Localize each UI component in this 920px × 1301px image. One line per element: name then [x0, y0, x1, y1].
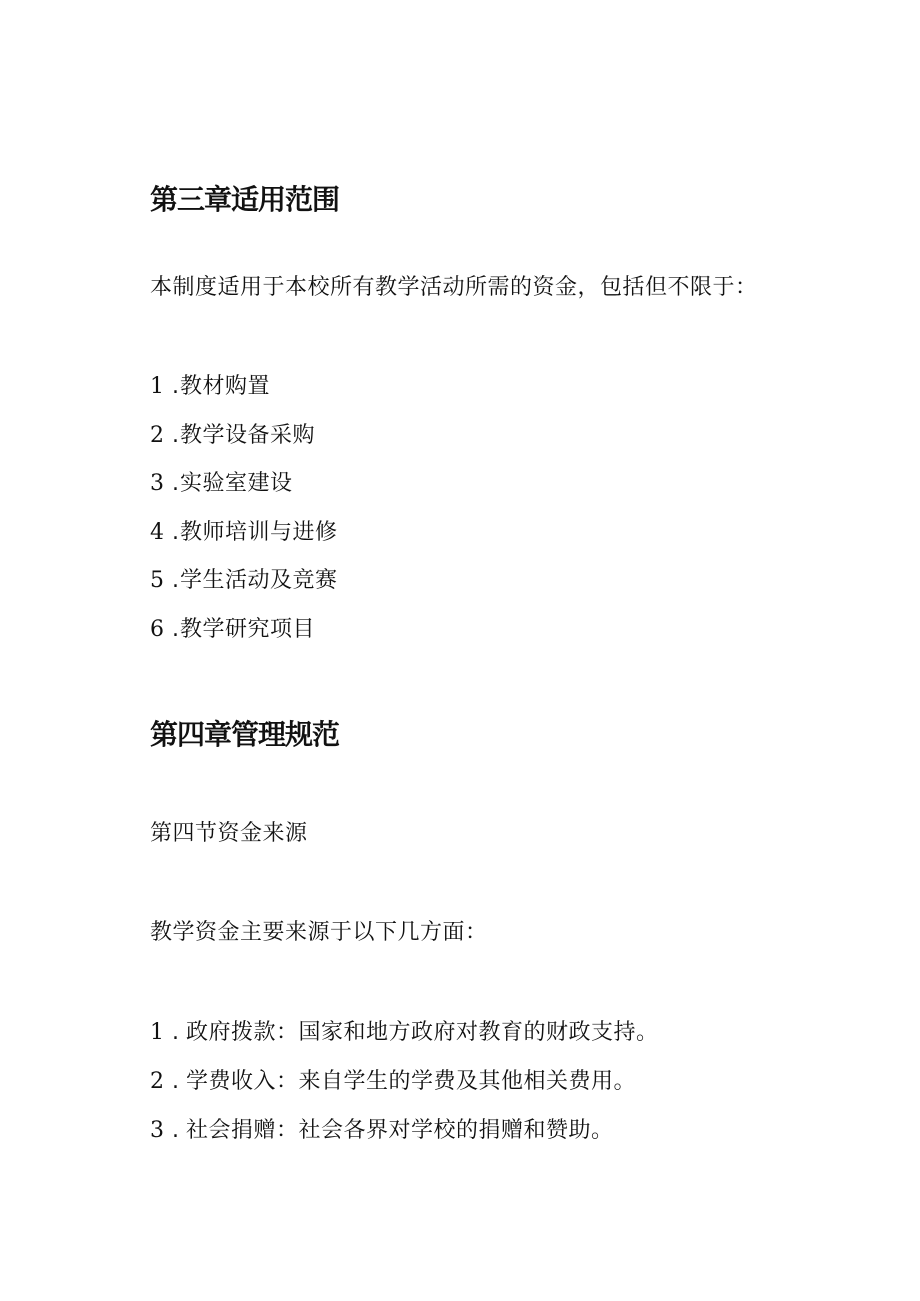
list-item-number: 3: [150, 1118, 164, 1143]
chapter4-section-title: 第四节资金来源: [150, 821, 308, 846]
list-item: 3 . 实验室建设: [150, 466, 293, 497]
list-item-text: 实验室建设: [180, 471, 293, 496]
list-item-text: 教学设备采购: [180, 423, 316, 448]
list-item-number: 2: [150, 1069, 164, 1094]
list-item: 2 . 教学设备采购: [150, 418, 315, 449]
list-item-number: 5: [150, 568, 164, 593]
list-item-number: 6: [150, 617, 164, 642]
list-item: 5 . 学生活动及竞赛: [150, 563, 338, 594]
list-item: 1 . 政府拨款：国家和地方政府对教育的财政支持。: [150, 1015, 659, 1046]
list-item-text: 政府拨款：国家和地方政府对教育的财政支持。: [186, 1020, 659, 1045]
list-item-text: 社会捐赠：社会各界对学校的捐赠和赞助。: [186, 1118, 614, 1143]
chapter3-intro: 本制度适用于本校所有教学活动所需的资金，包括但不限于：: [150, 275, 758, 300]
list-item-text: 教材购置: [180, 374, 271, 399]
list-item-text: 学生活动及竞赛: [180, 568, 338, 593]
list-item: 4 . 教师培训与进修: [150, 515, 338, 546]
list-item-text: 教师培训与进修: [180, 520, 338, 545]
list-item-text: 学费收入：来自学生的学费及其他相关费用。: [186, 1069, 637, 1094]
list-item-number: 3: [150, 471, 164, 496]
list-item: 2 . 学费收入：来自学生的学费及其他相关费用。: [150, 1064, 636, 1095]
list-item-number: 1: [150, 1020, 164, 1045]
list-item: 1 . 教材购置: [150, 369, 270, 400]
list-item-text: 教学研究项目: [180, 617, 316, 642]
list-item-number: 1: [150, 374, 164, 399]
list-item: 3 . 社会捐赠：社会各界对学校的捐赠和赞助。: [150, 1113, 614, 1144]
list-item-number: 2: [150, 423, 164, 448]
list-item-number: 4: [150, 520, 164, 545]
list-item: 6 . 教学研究项目: [150, 612, 315, 643]
chapter4-intro: 教学资金主要来源于以下几方面：: [150, 920, 488, 945]
chapter4-heading: 第四章管理规范: [150, 718, 340, 751]
chapter3-heading: 第三章适用范围: [150, 183, 340, 216]
